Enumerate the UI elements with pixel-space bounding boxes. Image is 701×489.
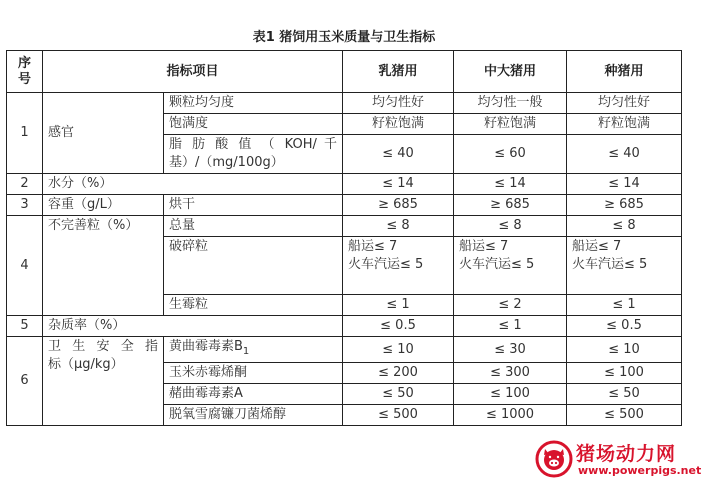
row-category: 水分（%） [43,174,343,195]
table-row [7,93,682,114]
cell-value: 均匀性好 [567,93,682,114]
header-row [7,51,682,93]
cell-value: ≤ 40 [567,135,682,174]
row-no: 3 [7,195,43,216]
cell-value: ≤ 14 [343,174,454,195]
header-grower: 中大猪用 [454,51,567,93]
cell-value: ≤ 8 [454,216,567,237]
cell-value: ≤ 0.5 [567,316,682,337]
cell-value [567,237,682,295]
cell-value: ≤ 300 [454,363,567,384]
cell-value: ≤ 50 [567,384,682,405]
table-row [7,174,682,195]
cell-value: ≤ 40 [343,135,454,174]
header-no-label: 序号 [17,55,31,87]
cell-value: ≤ 14 [567,174,682,195]
row-subitem: 总量 [164,216,343,237]
header-no [7,51,43,93]
cell-value: ≤ 500 [343,405,454,426]
cell-value: ≤ 1 [343,295,454,316]
cell-value: ≥ 685 [454,195,567,216]
row-subitem [164,337,343,363]
cell-value: ≤ 100 [454,384,567,405]
cell-value: ≤ 0.5 [343,316,454,337]
cell-value: ≤ 1 [567,295,682,316]
row-subitem: 玉米赤霉烯酮 [164,363,343,384]
cell-value: ≤ 1000 [454,405,567,426]
table-row [7,316,682,337]
cell-value: ≥ 685 [567,195,682,216]
quality-table [6,50,682,426]
value-line: 火车汽运≤ 5 [572,257,648,272]
row-subitem: 饱满度 [164,114,343,135]
row-category [43,337,164,426]
subitem-label: 黄曲霉毒素B [169,339,243,354]
watermark-text: 猪场动力网 [576,443,677,465]
cell-value: 均匀性一般 [454,93,567,114]
row-subitem [164,135,343,174]
row-no: 5 [7,316,43,337]
row-category: 感官 [43,93,164,174]
row-subitem: 生霉粒 [164,295,343,316]
cell-value: ≤ 8 [567,216,682,237]
watermark-url: www.powerpigs.net [578,464,701,477]
subitem-line: 基）/（mg/100g） [169,155,284,170]
cell-value: ≤ 500 [567,405,682,426]
cell-value: ≤ 10 [343,337,454,363]
cell-value: ≤ 200 [343,363,454,384]
cell-value: ≤ 2 [454,295,567,316]
cell-value: ≤ 10 [567,337,682,363]
header-breeder: 种猪用 [567,51,682,93]
table-row [7,195,682,216]
value-line: 火车汽运≤ 5 [348,257,424,272]
row-no: 6 [7,337,43,426]
watermark [534,439,701,483]
value-line: 火车汽运≤ 5 [459,257,535,272]
cell-value: 籽粒饱满 [567,114,682,135]
cell-value: ≤ 100 [567,363,682,384]
row-subitem: 破碎粒 [164,237,343,295]
cell-value: ≤ 8 [343,216,454,237]
cell-value: ≤ 60 [454,135,567,174]
table-title: 表1 猪饲用玉米质量与卫生指标 [252,30,436,45]
cell-value: ≤ 30 [454,337,567,363]
row-subitem: 脱氧雪腐镰刀菌烯醇 [164,405,343,426]
category-line: 标（μg/kg） [48,357,124,372]
row-category: 容重（g/L） [43,195,164,216]
pig-logo-icon [534,439,574,479]
cell-value: ≤ 14 [454,174,567,195]
subitem-subscript: 1 [242,346,250,357]
header-item: 指标项目 [43,51,343,93]
value-line: 船运≤ 7 [572,239,622,254]
cell-value: 均匀性好 [343,93,454,114]
table-row [7,337,682,363]
row-category: 杂质率（%） [43,316,343,337]
row-subitem: 赭曲霉毒素A [164,384,343,405]
header-piglet: 乳猪用 [343,51,454,93]
cell-value: ≤ 1 [454,316,567,337]
cell-value: 籽粒饱满 [454,114,567,135]
value-line: 船运≤ 7 [348,239,398,254]
table-row [7,216,682,237]
row-no: 2 [7,174,43,195]
subitem-line: 脂 肪 酸 值 （ KOH/ 千 [169,137,338,152]
cell-value: 籽粒饱满 [343,114,454,135]
row-no: 1 [7,93,43,174]
cell-value: ≤ 50 [343,384,454,405]
category-line: 卫 生 安 全 指 [48,339,158,354]
row-category: 不完善粒（%） [43,216,164,316]
row-subitem: 烘干 [164,195,343,216]
row-no: 4 [7,216,43,316]
row-subitem: 颗粒均匀度 [164,93,343,114]
cell-value [454,237,567,295]
cell-value: ≥ 685 [343,195,454,216]
cell-value [343,237,454,295]
value-line: 船运≤ 7 [459,239,509,254]
